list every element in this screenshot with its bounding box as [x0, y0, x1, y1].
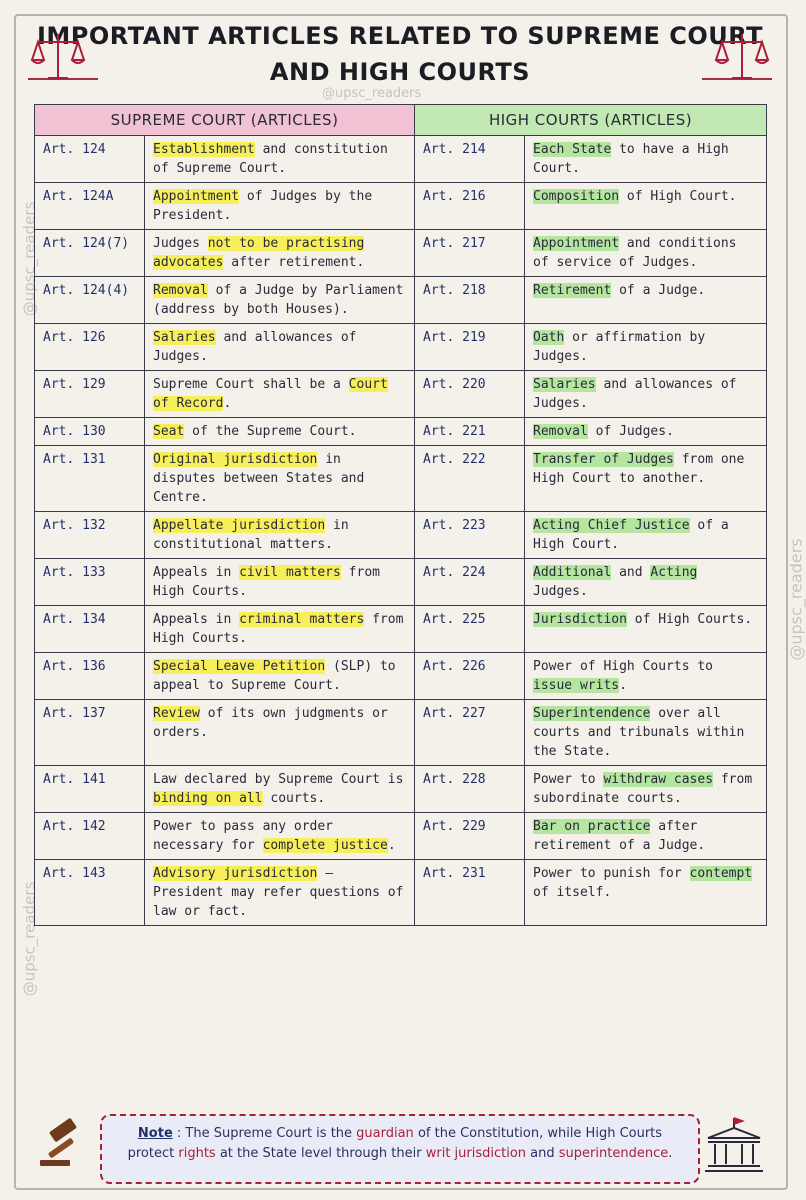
sc-text: Law declared by Supreme Court is: [153, 772, 404, 787]
sc-text: in constitutional matters.: [153, 518, 349, 552]
table-row: [35, 371, 767, 418]
sc-article-description: [145, 766, 415, 813]
sc-text: of Judges by the President.: [153, 189, 373, 223]
hc-article-number: Art. 219: [415, 324, 525, 371]
hc-highlight: Acting: [650, 565, 698, 580]
hc-highlight: Oath: [533, 330, 565, 345]
hc-highlight: Superintendence: [533, 706, 651, 721]
hc-highlight: Transfer of Judges: [533, 452, 674, 467]
page-title: [0, 18, 800, 90]
hc-article-number: Art. 226: [415, 653, 525, 700]
sc-article-number: Art. 124A: [35, 183, 145, 230]
sc-article-number: Art. 133: [35, 559, 145, 606]
table-row: [35, 860, 767, 926]
sc-text: and constitution of Supreme Court.: [153, 142, 388, 176]
hc-highlight: Acting Chief Justice: [533, 518, 690, 533]
sc-text: Judges: [153, 236, 208, 251]
note-colon: :: [172, 1126, 186, 1141]
watermark-left-lower: @upsc_readers: [20, 881, 39, 997]
sc-text: from High Courts.: [153, 565, 380, 599]
note-emphasis: superintendence: [558, 1146, 669, 1161]
hc-article-number: Art. 218: [415, 277, 525, 324]
hc-article-number: Art. 221: [415, 418, 525, 446]
hc-article-description: [525, 860, 767, 926]
hc-text: over all courts and tribunals within the State.: [533, 706, 745, 759]
sc-article-description: [145, 446, 415, 512]
hc-text: .: [619, 678, 627, 693]
scale-left-icon: [28, 28, 88, 88]
sc-article-description: [145, 230, 415, 277]
hc-text: or affirmation by Judges.: [533, 330, 706, 364]
note-text: [128, 1126, 673, 1161]
sc-article-number: Art. 129: [35, 371, 145, 418]
sc-highlight: complete justice: [262, 838, 388, 853]
title-line-2: AND HIGH COURTS: [269, 58, 531, 86]
sc-highlight: Court of Record: [153, 377, 388, 411]
hc-article-number: Art. 224: [415, 559, 525, 606]
sc-article-number: Art. 124: [35, 136, 145, 183]
sc-text: in disputes between States and Centre.: [153, 452, 365, 505]
sc-article-description: [145, 277, 415, 324]
sc-article-description: [145, 606, 415, 653]
hc-article-description: [525, 653, 767, 700]
watermark-left: @upsc_readers: [20, 201, 39, 317]
sc-text: .: [223, 396, 232, 411]
table-row: [35, 700, 767, 766]
hc-text: to have a High Court.: [533, 142, 729, 176]
hc-text: of a High Court.: [533, 518, 729, 552]
hc-article-number: Art. 225: [415, 606, 525, 653]
note-text: and: [526, 1146, 559, 1161]
hc-text: of a Judge.: [611, 283, 706, 298]
hc-article-number: Art. 227: [415, 700, 525, 766]
note-text: The Supreme Court is the: [185, 1126, 357, 1141]
sc-article-number: Art. 130: [35, 418, 145, 446]
sc-highlight: Special Leave Petition: [153, 659, 326, 674]
watermark-top: @upsc_readers: [322, 86, 422, 101]
hc-article-number: Art. 223: [415, 512, 525, 559]
hc-highlight: Retirement: [533, 283, 612, 298]
sc-highlight: Seat: [153, 424, 185, 439]
watermark-right: @upsc_readers: [786, 538, 806, 661]
high-courts-heading: HIGH COURTS (ARTICLES): [415, 105, 767, 136]
hc-article-description: [525, 512, 767, 559]
hc-article-number: Art. 214: [415, 136, 525, 183]
hc-highlight: Each State: [533, 142, 612, 157]
table-row: [35, 512, 767, 559]
hc-article-description: [525, 813, 767, 860]
table-row: [35, 230, 767, 277]
sc-highlight: Establishment: [153, 142, 255, 157]
sc-highlight: civil matters: [239, 565, 341, 580]
sc-article-number: Art. 131: [35, 446, 145, 512]
sc-article-number: Art. 142: [35, 813, 145, 860]
hc-article-description: [525, 606, 767, 653]
courthouse-icon: [702, 1116, 766, 1176]
hc-article-description: [525, 230, 767, 277]
articles-table: [34, 104, 767, 926]
sc-article-number: Art. 124(4): [35, 277, 145, 324]
sc-text: .: [387, 838, 396, 853]
sc-article-number: Art. 124(7): [35, 230, 145, 277]
hc-highlight: issue writs: [533, 678, 620, 693]
hc-highlight: Bar on practice: [533, 819, 651, 834]
supreme-court-heading: SUPREME COURT (ARTICLES): [35, 105, 415, 136]
note-label: Note: [137, 1126, 173, 1141]
hc-text: and conditions of service of Judges.: [533, 236, 737, 270]
sc-text: from High Courts.: [153, 612, 404, 646]
hc-text: of itself.: [533, 885, 612, 900]
note-text: of the Constitution, while High Courts protect: [127, 1126, 663, 1161]
sc-text: – President may refer questions of law or fact.: [153, 866, 404, 919]
note-box: [100, 1114, 700, 1184]
hc-article-description: [525, 277, 767, 324]
hc-article-number: Art. 229: [415, 813, 525, 860]
sc-text: after retirement.: [223, 255, 365, 270]
hc-article-description: [525, 183, 767, 230]
table-row: [35, 446, 767, 512]
hc-article-description: [525, 418, 767, 446]
sc-highlight: Advisory jurisdiction: [153, 866, 318, 881]
table-body: [35, 136, 767, 926]
hc-article-description: [525, 766, 767, 813]
table-row: [35, 136, 767, 183]
table-row: [35, 606, 767, 653]
sc-highlight: Removal: [153, 283, 208, 298]
table-row: [35, 183, 767, 230]
hc-article-number: Art. 231: [415, 860, 525, 926]
sc-highlight: binding on all: [153, 791, 263, 806]
gavel-icon: [36, 1118, 94, 1170]
hc-text: and: [611, 565, 651, 580]
hc-article-description: [525, 446, 767, 512]
table-row: [35, 653, 767, 700]
hc-article-number: Art. 228: [415, 766, 525, 813]
hc-text: Power to punish for: [533, 866, 690, 881]
sc-article-description: [145, 183, 415, 230]
sc-text: Supreme Court shall be a: [153, 377, 349, 392]
sc-article-number: Art. 132: [35, 512, 145, 559]
sc-article-description: [145, 512, 415, 559]
hc-article-number: Art. 217: [415, 230, 525, 277]
sc-text: Appeals in: [153, 612, 240, 627]
sc-highlight: Review: [153, 706, 200, 721]
sc-text: Power to pass any order necessary for: [153, 819, 334, 853]
sc-highlight: criminal matters: [239, 612, 365, 627]
title-line-1: IMPORTANT ARTICLES RELATED TO SUPREME COURT: [36, 22, 764, 50]
hc-article-description: [525, 700, 767, 766]
sc-article-number: Art. 141: [35, 766, 145, 813]
sc-text: of the Supreme Court.: [184, 424, 357, 439]
hc-highlight: Composition: [533, 189, 620, 204]
hc-text: of Judges.: [587, 424, 674, 439]
hc-text: Power of High Courts to: [533, 659, 714, 674]
sc-article-description: [145, 860, 415, 926]
sc-article-description: [145, 653, 415, 700]
hc-article-number: Art. 216: [415, 183, 525, 230]
hc-highlight: Removal: [533, 424, 588, 439]
note-emphasis: writ jurisdiction: [425, 1146, 527, 1161]
hc-text: of High Courts.: [626, 612, 753, 627]
hc-article-description: [525, 559, 767, 606]
sc-highlight: not to be practising advocates: [153, 236, 365, 270]
sc-text: of a Judge by Parliament (address by both Houses).: [153, 283, 404, 317]
sc-highlight: Appointment: [153, 189, 240, 204]
hc-highlight: contempt: [689, 866, 753, 881]
hc-article-number: Art. 220: [415, 371, 525, 418]
table-header-row: [35, 105, 767, 136]
sc-article-number: Art. 126: [35, 324, 145, 371]
note-emphasis: rights: [178, 1146, 216, 1161]
note-text: .: [668, 1146, 673, 1161]
hc-text: Judges.: [533, 584, 588, 599]
hc-highlight: Salaries: [533, 377, 596, 392]
sc-article-description: [145, 324, 415, 371]
hc-text: Power to: [533, 772, 604, 787]
hc-highlight: withdraw cases: [603, 772, 714, 787]
sc-article-number: Art. 143: [35, 860, 145, 926]
table-row: [35, 766, 767, 813]
sc-text: Appeals in: [153, 565, 240, 580]
note-text: at the State level through their: [215, 1146, 426, 1161]
hc-article-description: [525, 324, 767, 371]
sc-article-description: [145, 559, 415, 606]
sc-article-description: [145, 136, 415, 183]
sc-article-number: Art. 136: [35, 653, 145, 700]
sc-text: courts.: [262, 791, 326, 806]
sc-highlight: Original jurisdiction: [153, 452, 318, 467]
hc-text: from one High Court to another.: [533, 452, 745, 486]
sc-text: of its own judgments or orders.: [153, 706, 388, 740]
table-row: [35, 418, 767, 446]
table-row: [35, 324, 767, 371]
table-row: [35, 813, 767, 860]
note-emphasis: guardian: [356, 1126, 414, 1141]
sc-article-description: [145, 418, 415, 446]
hc-text: and allowances of Judges.: [533, 377, 737, 411]
hc-highlight: Appointment: [533, 236, 620, 251]
sc-text: and allowances of Judges.: [153, 330, 357, 364]
sc-article-number: Art. 134: [35, 606, 145, 653]
sc-article-description: [145, 371, 415, 418]
sc-text: (SLP) to appeal to Supreme Court.: [153, 659, 396, 693]
hc-article-number: Art. 222: [415, 446, 525, 512]
table-row: [35, 559, 767, 606]
sc-article-number: Art. 137: [35, 700, 145, 766]
sc-highlight: Appellate jurisdiction: [153, 518, 326, 533]
sc-highlight: Salaries: [153, 330, 216, 345]
sc-article-description: [145, 700, 415, 766]
hc-highlight: Jurisdiction: [533, 612, 627, 627]
hc-article-description: [525, 136, 767, 183]
hc-text: of High Court.: [619, 189, 737, 204]
hc-highlight: Additional: [533, 565, 612, 580]
table-row: [35, 277, 767, 324]
hc-article-description: [525, 371, 767, 418]
scale-right-icon: [712, 28, 772, 88]
hc-text: from subordinate courts.: [533, 772, 753, 806]
hc-text: after retirement of a Judge.: [533, 819, 706, 853]
sc-article-description: [145, 813, 415, 860]
